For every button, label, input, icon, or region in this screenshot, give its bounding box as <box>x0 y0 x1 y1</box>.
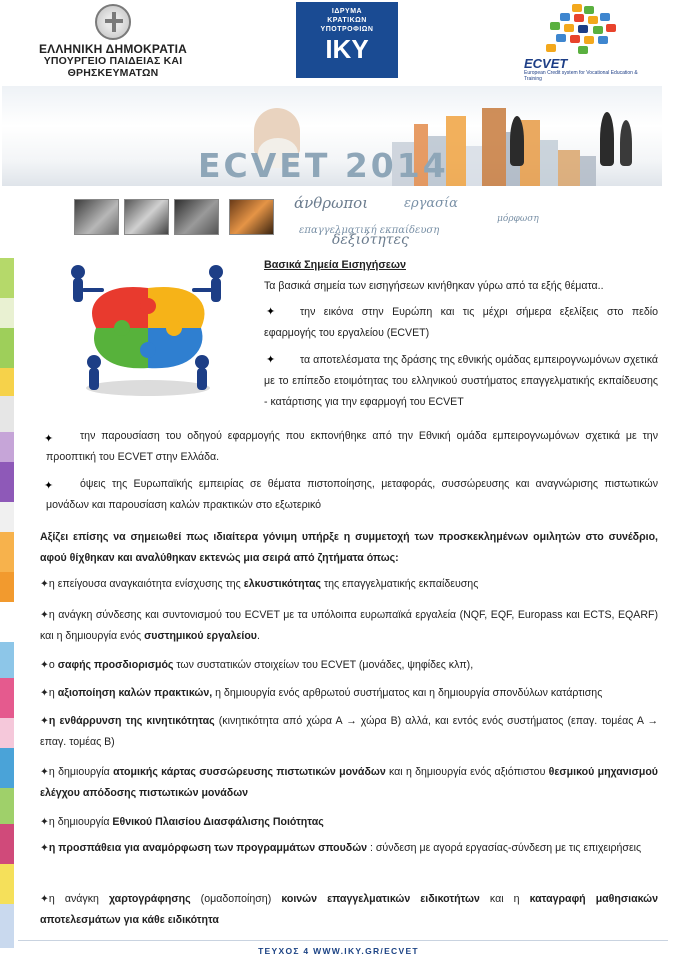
issue-item <box>40 574 658 595</box>
issue-text: των συστατικών στοιχείων του ECVET (μονάδες, ψηφίδες κλπ), <box>173 659 474 671</box>
bullet-item: την εικόνα στην Ευρώπη και τις μέχρι σήμερα εξελίξεις στο πεδίο εφαρμογής του εργαλείου (ECVET) <box>264 306 658 339</box>
issue-bold: αξιοποίηση καλών πρακτικών, <box>57 687 213 699</box>
header <box>0 0 677 258</box>
issue-text: . <box>256 630 260 642</box>
highlight-paragraph: Αξίζει επίσης να σημειωθεί πως ιδιαίτερα γόνιμη υπήρξε η συμμετοχή των προσκεκλημένων ομιλητών στο συνέδριο, αφού θίχθηκαν και αναλύθηκαν εκτενώς μια σειρά από ζητήματα όπως: <box>40 531 658 564</box>
iky-logo <box>296 2 398 78</box>
issue-text: η <box>48 687 58 699</box>
issue-bold: η προσπάθεια για αναμόρφωση των προγραμμάτων σπουδών <box>48 842 368 854</box>
issue-text: η ανάγκη <box>48 893 109 905</box>
ministry-line2: ΥΠΟΥΡΓΕΙΟ ΠΑΙΔΕΙΑΣ ΚΑΙ <box>43 55 183 67</box>
issue-item <box>40 812 658 833</box>
issue-bold: καταγραφή μαθησιακών αποτελεσμάτων για κάθε ειδικότητα <box>40 893 658 926</box>
ministry-line1: ΕΛΛΗΝΙΚΗ ΔΗΜΟΚΡΑΤΙΑ <box>38 42 188 56</box>
issue-text: ο <box>48 659 58 671</box>
issue-text: η ανάγκη σύνδεσης και συντονισμού του ECVET με τα υπόλοιπα ευρωπαϊκά εργαλεία (NQF, EQF, Europass και ECTS, EQARF) και η δημιουργία ενός <box>40 609 658 642</box>
issue-text: της επαγγελματικής εκπαίδευσης <box>321 578 479 590</box>
star-bullet-icon: ✦ <box>40 816 49 828</box>
star-bullet-icon: ✦ <box>40 842 49 854</box>
issue-item <box>40 762 658 804</box>
footer-divider <box>18 940 668 941</box>
issue-text: (κινητικότητα από χώρα Α → χώρα Β) αλλά, και εντός ενός συστήματος (επαγ. τομέας Α → επαγ. τομέας Β) <box>40 715 658 748</box>
issue-item <box>40 889 658 931</box>
issue-item <box>40 711 658 753</box>
ecvet-mosaic-icon <box>538 4 618 54</box>
issue-bold: Εθνικού Πλαισίου Διασφάλισης Ποιότητας <box>112 816 324 828</box>
star-bullet-icon: ✦ <box>40 609 49 621</box>
star-bullet-icon: ✦ <box>266 354 276 366</box>
ministry-line3: ΘΡΗΣΚΕΥΜΑΤΩΝ <box>67 67 159 79</box>
photo-thumbnail <box>74 199 119 235</box>
iky-line1: ΙΔΡΥΜΑ <box>331 8 363 15</box>
photo-strip <box>62 194 662 246</box>
issue-item <box>40 838 658 859</box>
star-bullet-icon: ✦ <box>40 659 49 671</box>
iky-line2: ΚΡΑΤΙΚΩΝ <box>327 17 367 24</box>
ministry-logo <box>18 4 208 84</box>
issue-text: (ομαδοποίηση) <box>190 893 282 905</box>
issue-text: η δημιουργία ενός αρθρωτού συστήματος και η δημιουργία σπονδύλων κατάρτισης <box>212 687 603 699</box>
bullet-item: τα αποτελέσματα της δράσης της εθνικής ομάδας εμπειρογνωμόνων σχετικά με το επίπεδο ετοιμότητας του ελληνικού συστήματος επαγγελματικής εκπαίδευσης - κατάρτισης για την εφαρμογή του ECVET <box>264 354 658 408</box>
issue-bold: θεσμικού μηχανισμού ελέγχου απόδοσης πιστωτικών μονάδων <box>40 766 658 799</box>
ecvet-logo <box>512 4 642 84</box>
tagline-education: μόρφωση <box>497 214 539 224</box>
ecvet-subtitle: European Credit system for Vocational Education & Training <box>524 70 638 82</box>
issue-item <box>40 605 658 647</box>
iky-line3: ΥΠΟΤΡΟΦΙΩΝ <box>320 26 374 33</box>
star-bullet-icon: ✦ <box>40 578 49 590</box>
star-bullet-icon: ✦ <box>266 306 276 318</box>
banner-title: ECVET 2014 <box>198 146 449 185</box>
greek-emblem-icon <box>95 4 131 40</box>
star-bullet-icon: ✦ <box>44 480 54 492</box>
issue-text: η δημιουργία <box>48 816 113 828</box>
issue-text: η δημιουργία <box>48 766 114 778</box>
issue-item <box>40 655 658 676</box>
bullet-item: την παρουσίαση του οδηγού εφαρμογής που εκπονήθηκε από την Εθνική ομάδα εμπειρογνωμόνων σχετικά με την προοπτική του ECVET στην Ελλάδα. <box>46 430 658 463</box>
tagline-people: άνθρωποι <box>294 194 369 212</box>
star-bullet-icon: ✦ <box>40 766 49 778</box>
section-title: Βασικά Σημεία Εισηγήσεων <box>264 259 406 271</box>
tagline-skills: δεξιότητες <box>332 232 409 248</box>
photo-thumbnail <box>229 199 274 235</box>
ecvet-wordmark: ECVET <box>524 56 568 71</box>
photo-thumbnail <box>174 199 219 235</box>
star-bullet-icon: ✦ <box>40 893 49 905</box>
puzzle-team-illustration <box>56 258 238 400</box>
issue-text: και η <box>479 893 530 905</box>
issue-bold: η ενθάρρυνση της κινητικότητας <box>48 715 215 727</box>
issue-bold: συστημικού εργαλείου <box>144 630 257 642</box>
issue-bold: σαφής προσδιορισμός <box>57 659 174 671</box>
issue-bold: ατομικής κάρτας συσσώρευσης πιστωτικών μονάδων <box>113 766 386 778</box>
tagline-work: εργασία <box>404 196 458 211</box>
issue-bold: χαρτογράφησης <box>108 893 191 905</box>
ecvet-banner <box>2 86 662 186</box>
bullet-item: όψεις της Ευρωπαϊκής εμπειρίας σε θέματα πιστοποίησης, μεταφοράς, συσσώρευσης και αναγνώρισης πιστωτικών μονάδων και παρουσίαση καλών πρακτικών στο εξωτερικό <box>46 478 658 511</box>
issue-bold: ελκυστικότητας <box>243 578 321 590</box>
issue-text: η επείγουσα αναγκαιότητα ενίσχυσης της <box>48 578 244 590</box>
decorative-color-strip <box>0 258 14 948</box>
star-bullet-icon: ✦ <box>40 715 49 727</box>
tagline-vocational: επαγγελματική εκπαίδευση <box>299 225 440 236</box>
issue-item <box>40 683 658 704</box>
photo-thumbnail <box>124 199 169 235</box>
intro-paragraph: Τα βασικά σημεία των εισηγήσεων κινήθηκαν γύρω από τα εξής θέματα.. <box>264 280 604 292</box>
star-bullet-icon: ✦ <box>44 433 54 445</box>
star-bullet-icon: ✦ <box>40 687 49 699</box>
iky-wordmark: IKY <box>325 34 369 64</box>
issue-bold: κοινών επαγγελματικών ειδικοτήτων <box>281 893 480 905</box>
footer-issue-url: ΤΕΥΧΟΣ 4 WWW.IKY.GR/ECVET <box>258 946 419 956</box>
issue-text: και η δημιουργία ενός αξιόπιστου <box>385 766 549 778</box>
issue-text: : σύνδεση με αγορά εργασίας-σύνδεση με τις επιχειρήσεις <box>367 842 642 854</box>
